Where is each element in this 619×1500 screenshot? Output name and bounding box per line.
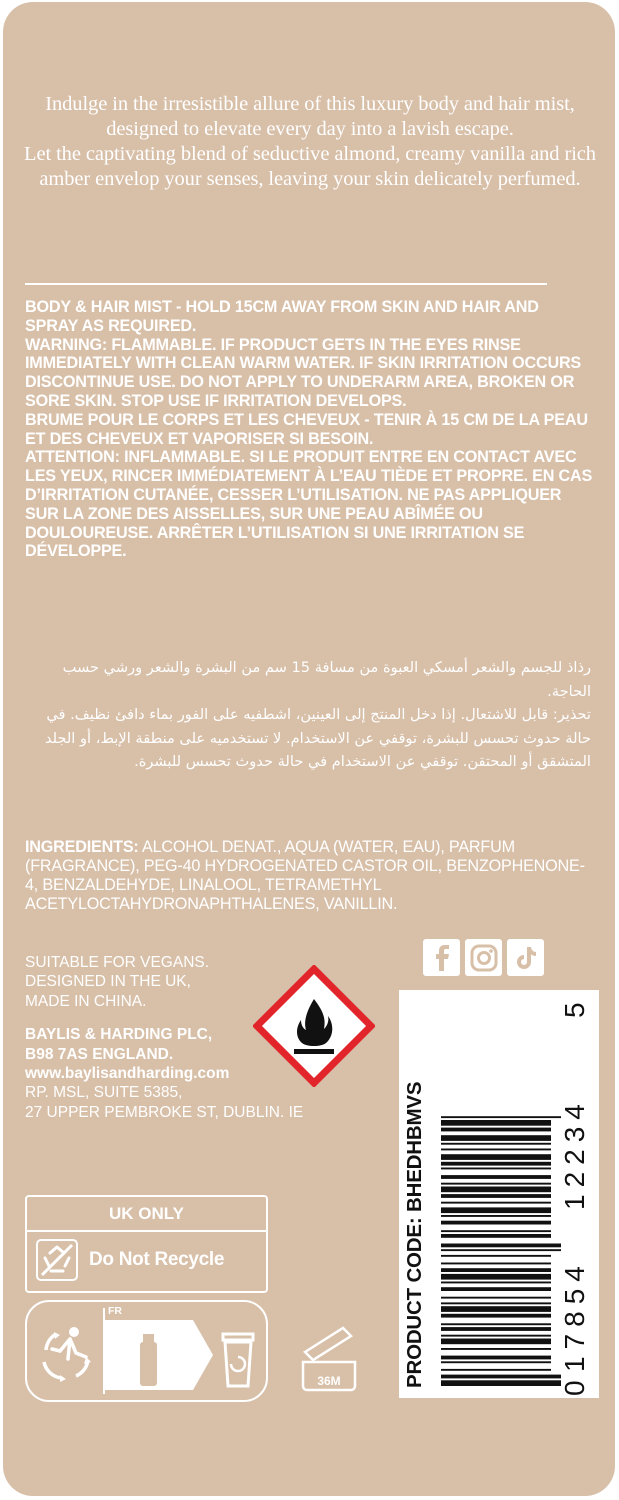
barcode-group-right: 12234	[559, 1097, 590, 1210]
pao-jar-icon	[299, 1322, 359, 1394]
barcode-bar	[441, 1306, 551, 1312]
rp-line: RP. MSL, SUITE 5385,	[25, 1084, 183, 1102]
uk-only-label: UK ONLY	[109, 1204, 184, 1223]
barcode-bar	[441, 1230, 551, 1232]
barcode-bar	[441, 1314, 551, 1318]
barcode-bar	[441, 1361, 551, 1363]
barcode-bar	[441, 1356, 551, 1360]
pao-label: 36M	[317, 1374, 341, 1388]
barcode-bar	[441, 1339, 551, 1345]
barcode-bar	[441, 1263, 551, 1265]
description-paragraph: Let the captivating blend of seductive almond, creamy vanilla and rich amber envelop your senses, leaving your skin delicately perfumed.	[24, 143, 596, 190]
barcode-bar	[441, 1187, 551, 1193]
product-code: PRODUCT CODE: BHEDHBMVS	[403, 1081, 426, 1388]
barcode-bar	[441, 1183, 551, 1185]
barcode-bar	[441, 1375, 561, 1379]
directions-ar: رذاذ للجسم والشعر أمسكي العبوة من مسافة 15 سم من البشرة والشعر ورشي حسب الحاجة.	[62, 659, 591, 700]
barcode-bar	[441, 1154, 551, 1160]
do-not-recycle-icon	[35, 1238, 79, 1282]
barcode-bars	[441, 1030, 561, 1390]
warning-ar: تحذير: قابل للاشتعال. إذا دخل المنتج إلى العينين، اشطفيه على الفور بماء دافئ نظيف. في حالة حدوث تحسس للبشرة، توقفي عن الاستخدام. لا تستخدميه على منطقة الإبط، أو الجلد المتشقق أو المحتقن. توقفي عن الاستخدام في حالة حدوث تحسس للبشرة.	[44, 706, 591, 770]
arabic-instructions	[25, 656, 591, 774]
barcode-bar	[441, 1348, 551, 1350]
barcode-panel	[399, 990, 599, 1398]
barcode-digit-last: 5	[559, 1002, 590, 1018]
origin-line: SUITABLE FOR VEGANS.	[25, 954, 210, 971]
barcode-bar	[441, 1287, 551, 1291]
barcode-digit-first: 0	[559, 1380, 590, 1396]
barcode-bar	[441, 1120, 551, 1126]
barcode-bar	[441, 1128, 551, 1132]
product-label	[3, 2, 615, 1496]
ingredients-heading: INGREDIENTS:	[25, 838, 139, 856]
warning-en: WARNING: FLAMMABLE. IF PRODUCT GETS IN THE EYES RINSE IMMEDIATELY WITH CLEAN WARM WATER. IF SKIN IRRITATION OCCURS DISCONTINUE USE. DO NOT APPLY TO UNDERARM AREA, BROKEN OR SORE SKIN. STOP USE IF IRRITATION DEVELOPS.	[25, 335, 582, 410]
barcode-bar	[441, 1274, 551, 1280]
flammable-hazard-icon	[253, 965, 375, 1087]
info-tri-icon	[105, 1320, 255, 1390]
barcode-bar	[441, 1302, 551, 1304]
uk-box-divider	[27, 1230, 266, 1232]
barcode-bar	[441, 1143, 551, 1145]
barcode-bar	[441, 1282, 551, 1284]
barcode-bar	[441, 1244, 561, 1248]
description-paragraph: Indulge in the irresistible allure of this luxury body and hair mist, designed to elevate every day into a lavish escape.	[45, 93, 575, 140]
barcode-bar	[441, 1168, 551, 1170]
barcode-digits	[559, 990, 595, 1398]
origin-line: DESIGNED IN THE UK,	[25, 973, 191, 991]
website-link: www.baylisandharding.com	[25, 1065, 230, 1083]
barcode-bar	[441, 1207, 551, 1213]
instagram-icon	[465, 939, 502, 976]
social-icons	[423, 939, 544, 976]
barcode-bar	[441, 1327, 551, 1331]
barcode-bar	[441, 1335, 551, 1337]
ingredients-list	[25, 838, 595, 914]
directions-fr: BRUME POUR LE CORPS ET LES CHEVEUX - TENIR À 15 CM DE LA PEAU ET DES CHEVEUX ET VAPORISER SI BESOIN.	[25, 410, 588, 448]
usage-instructions	[25, 298, 595, 561]
barcode-bar	[441, 1323, 551, 1325]
barcode-rotated	[399, 990, 599, 1398]
barcode-bar	[441, 1234, 551, 1238]
barcode-bar	[441, 1221, 551, 1225]
barcode-bar	[441, 1268, 551, 1272]
rp-line: 27 UPPER PEMBROKE ST, DUBLIN. IE	[25, 1103, 304, 1121]
barcode-bar	[441, 1369, 551, 1371]
warning-fr: ATTENTION: INFLAMMABLE. SI LE PRODUIT ENTRE EN CONTACT AVEC LES YEUX, RINCER IMMÉDIATEMENT À L’EAU TIÈDE ET PROPRE. EN CAS D’IRRITATION CUTANÉE, CESSER L’UTILISATION. NE PAS APPLIQUER SUR LA ZONE DES AISSELLES, SUR UNE PEAU ABÎMÉE OU DOULOUREUSE. ARRÊTER L’UTILISATION SI UNE IRRITATION SE DÉVELOPPE.	[25, 448, 593, 561]
do-not-recycle-label: Do Not Recycle	[89, 1249, 225, 1270]
divider	[25, 283, 547, 285]
triman-country-label: FR	[108, 1305, 122, 1317]
company-line: B98 7AS ENGLAND.	[25, 1045, 174, 1063]
uk-recycling-box	[25, 1195, 268, 1293]
barcode-bar	[441, 1135, 551, 1141]
triman-icon	[36, 1320, 96, 1382]
facebook-icon	[423, 939, 460, 976]
barcode-bar	[441, 1215, 551, 1217]
barcode-group-left: 17854	[559, 1259, 590, 1372]
barcode-bar	[441, 1297, 551, 1299]
barcode-bar	[441, 1249, 561, 1251]
company-line: BAYLIS & HARDING PLC,	[25, 1026, 213, 1044]
barcode-bar	[441, 1380, 561, 1386]
barcode-bar	[441, 1202, 551, 1204]
directions-en: BODY & HAIR MIST - HOLD 15CM AWAY FROM SKIN AND HAIR AND SPRAY AS REQUIRED.	[25, 298, 539, 335]
barcode-bar	[441, 1116, 561, 1118]
barcode-bar	[441, 1149, 551, 1151]
barcode-bar	[441, 1255, 551, 1257]
tiktok-icon	[507, 939, 544, 976]
barcode-bar	[441, 1194, 551, 1198]
origin-line: MADE IN CHINA.	[25, 992, 147, 1010]
barcode-bar	[441, 1175, 551, 1179]
barcode-bar	[441, 1162, 551, 1166]
ingredients-text: ALCOHOL DENAT., AQUA (WATER, EAU), PARFUM (FRAGRANCE), PEG-40 HYDROGENATED CASTOR OIL, BENZOPHENONE-4, BENZALDEHYDE, LINALOOL, TETRAMETHYL ACETYLOCTAHYDRONAPHTHALENES, VANILLIN.	[25, 838, 585, 913]
triman-recycling-box	[25, 1300, 268, 1402]
product-description	[23, 92, 597, 192]
